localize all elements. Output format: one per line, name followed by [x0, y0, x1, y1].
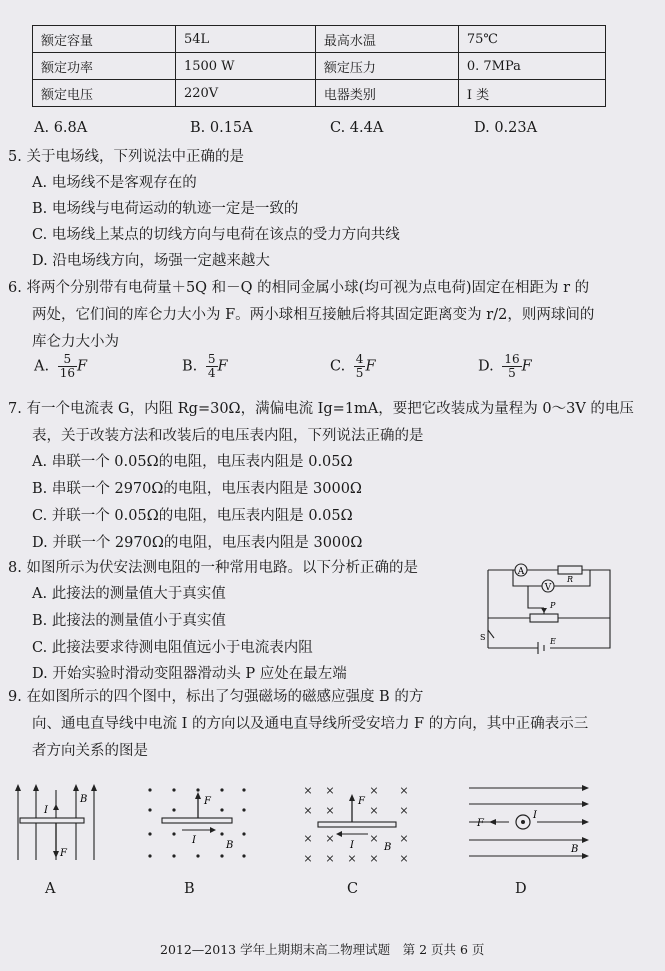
- current-arrow-icon: [210, 827, 216, 833]
- voltmeter-label: V: [544, 583, 552, 593]
- q7-option-b: B. 串联一个 2970Ω的电阻，电压表内阻是 3000Ω: [32, 481, 362, 497]
- voltammetry-circuit-diagram: [478, 558, 618, 668]
- numerator: 16: [504, 352, 520, 366]
- denominator: 5: [508, 366, 516, 380]
- current-label: I: [350, 840, 354, 851]
- q6-stem-line2: 两处，它们间的库仑力大小为 F。两小球相互接触后将其固定距离变为 r/2，则两球间的: [32, 307, 595, 323]
- q4-option-c: C. 4.4A: [330, 120, 384, 136]
- table-cell: 220V: [175, 80, 315, 107]
- q6-option-c: [330, 353, 376, 380]
- svg-text:×: ×: [325, 804, 335, 817]
- svg-text:×: ×: [325, 784, 335, 797]
- field-label: B: [571, 844, 579, 855]
- q4-option-d: D. 0.23A: [474, 120, 538, 136]
- q8-option-b: B. 此接法的测量值小于真实值: [32, 613, 226, 629]
- figure-a: [10, 778, 102, 868]
- force-label: F: [60, 848, 67, 859]
- table-cell: 0. 7MPa: [458, 53, 605, 80]
- figure-b: [140, 778, 250, 868]
- numerator: 4: [355, 352, 364, 366]
- svg-text:×: ×: [399, 804, 409, 817]
- force-arrow-icon: [195, 792, 201, 799]
- q5-option-d: D. 沿电场线方向，场强一定越来越大: [32, 253, 270, 269]
- figure-d: [465, 778, 593, 868]
- svg-text:×: ×: [369, 784, 379, 797]
- force-arrow-icon: [489, 819, 496, 825]
- variable: F: [217, 358, 228, 375]
- field-label: B: [80, 794, 88, 805]
- field-label: B: [384, 842, 392, 853]
- option-label: B.: [182, 358, 198, 375]
- variable: F: [365, 358, 376, 375]
- svg-text:×: ×: [369, 852, 379, 865]
- option-label: A.: [34, 358, 50, 375]
- variable: F: [76, 358, 88, 375]
- denominator: 4: [207, 366, 216, 380]
- q4-option-b: B. 0.15A: [190, 120, 253, 136]
- fraction: [354, 353, 366, 380]
- table-cell: 额定电压: [33, 80, 176, 107]
- q9-stem-line1: 9. 在如图所示的四个图中，标出了匀强磁场的磁感应强度 B 的方: [8, 689, 424, 705]
- variable: F: [521, 358, 532, 375]
- force-label: F: [477, 818, 484, 829]
- q8-stem: 8. 如图所示为伏安法测电阻的一种常用电路。以下分析正确的是: [8, 560, 418, 576]
- force-label: F: [358, 796, 365, 807]
- svg-text:×: ×: [369, 832, 379, 845]
- svg-text:×: ×: [325, 832, 335, 845]
- figure-c: [300, 778, 415, 868]
- table-cell: 54L: [175, 26, 315, 53]
- q6-stem-line1: 6. 将两个分别带有电荷量＋5Q 和－Q 的相同金属小球(均可视为点电荷)固定在相距为 r 的: [8, 280, 590, 296]
- fraction: [502, 353, 521, 380]
- q9-stem-line2: 向、通电直导线中电流 I 的方向以及通电直导线所受安培力 F 的方向，其中正确表示三: [32, 716, 589, 732]
- q6-option-d: [478, 353, 532, 380]
- resistor-label: R: [566, 575, 574, 584]
- field-label: B: [226, 840, 234, 851]
- q4-option-a: A. 6.8A: [34, 120, 88, 136]
- q5-option-c: C. 电场线上某点的切线方向与电荷在该点的受力方向共线: [32, 227, 400, 243]
- force-label: F: [204, 796, 211, 807]
- q8-option-d: D. 开始实验时滑动变阻器滑动头 P 应处在最左端: [32, 666, 347, 682]
- q7-stem-line1: 7. 有一个电流表 G，内阻 Rg=30Ω，满偏电流 Ig=1mA，要把它改装成为量程为 0～3V 的电压: [8, 401, 634, 417]
- conductor-rod: [20, 818, 84, 823]
- fraction: [206, 353, 218, 380]
- current-arrow-icon: [336, 831, 342, 837]
- svg-text:×: ×: [399, 852, 409, 865]
- option-label: D.: [478, 358, 494, 375]
- table-cell: 额定压力: [315, 53, 458, 80]
- q5-stem: 5. 关于电场线，下列说法中正确的是: [8, 149, 244, 165]
- force-arrow-icon: [349, 794, 355, 801]
- conductor-rod: [318, 822, 396, 827]
- page-footer: 2012—2013 学年上期期末高二物理试题 第 2 页共 6 页: [160, 942, 485, 957]
- q7-option-d: D. 并联一个 2970Ω的电阻，电压表内阻是 3000Ω: [32, 535, 363, 551]
- fraction: [58, 353, 77, 380]
- conductor-rod: [162, 818, 232, 823]
- figure-b-caption: B: [184, 881, 195, 897]
- battery-label: E: [550, 637, 556, 646]
- table-cell: 额定功率: [33, 53, 176, 80]
- q5-option-a: A. 电场线不是客观存在的: [32, 175, 197, 191]
- denominator: 5: [355, 366, 364, 380]
- svg-text:×: ×: [369, 804, 379, 817]
- numerator: 5: [58, 353, 77, 367]
- switch-label: S: [480, 633, 486, 642]
- svg-text:×: ×: [347, 852, 357, 865]
- q8-option-a: A. 此接法的测量值大于真实值: [32, 586, 226, 602]
- table-cell: 75℃: [458, 26, 605, 53]
- q7-stem-line2: 表，关于改装方法和改装后的电压表内阻，下列说法正确的是: [32, 428, 424, 444]
- table-row: [33, 53, 606, 80]
- table-cell: I 类: [458, 80, 605, 107]
- svg-text:×: ×: [303, 784, 313, 797]
- table-row: [33, 26, 606, 53]
- table-cell: 额定容量: [33, 26, 176, 53]
- q6-option-a: [34, 353, 87, 380]
- svg-text:×: ×: [303, 832, 313, 845]
- numerator: 5: [207, 352, 216, 366]
- slider-arrow-icon: [541, 608, 547, 613]
- q5-option-b: B. 电场线与电荷运动的轨迹一定是一致的: [32, 201, 299, 217]
- table-row: [33, 80, 606, 107]
- option-label: C.: [330, 358, 346, 375]
- q8-option-c: C. 此接法要求待测电阻值远小于电流表内阻: [32, 640, 313, 656]
- svg-text:×: ×: [325, 852, 335, 865]
- q7-option-a: A. 串联一个 0.05Ω的电阻，电压表内阻是 0.05Ω: [32, 454, 353, 470]
- current-label: I: [44, 805, 48, 816]
- figure-d-caption: D: [515, 881, 527, 897]
- table-cell: 最高水温: [315, 26, 458, 53]
- q9-stem-line3: 者方向关系的图是: [32, 743, 148, 759]
- force-arrow-icon: [53, 851, 59, 858]
- figure-c-caption: C: [347, 881, 359, 897]
- table-cell: 电器类别: [315, 80, 458, 107]
- svg-text:×: ×: [399, 784, 409, 797]
- current-label: I: [533, 810, 537, 821]
- denominator: 16: [59, 366, 75, 380]
- q6-stem-line3: 库仑力大小为: [32, 334, 119, 350]
- figure-a-caption: A: [45, 881, 56, 897]
- svg-text:×: ×: [303, 852, 313, 865]
- ammeter-label: A: [517, 567, 525, 577]
- current-label: I: [192, 835, 196, 846]
- q6-option-b: [182, 353, 228, 380]
- slider-label: P: [550, 601, 556, 610]
- q7-option-c: C. 并联一个 0.05Ω的电阻，电压表内阻是 0.05Ω: [32, 508, 353, 524]
- spec-table: [32, 25, 606, 107]
- svg-text:×: ×: [303, 804, 313, 817]
- table-cell: 1500 W: [175, 53, 315, 80]
- svg-text:×: ×: [399, 832, 409, 845]
